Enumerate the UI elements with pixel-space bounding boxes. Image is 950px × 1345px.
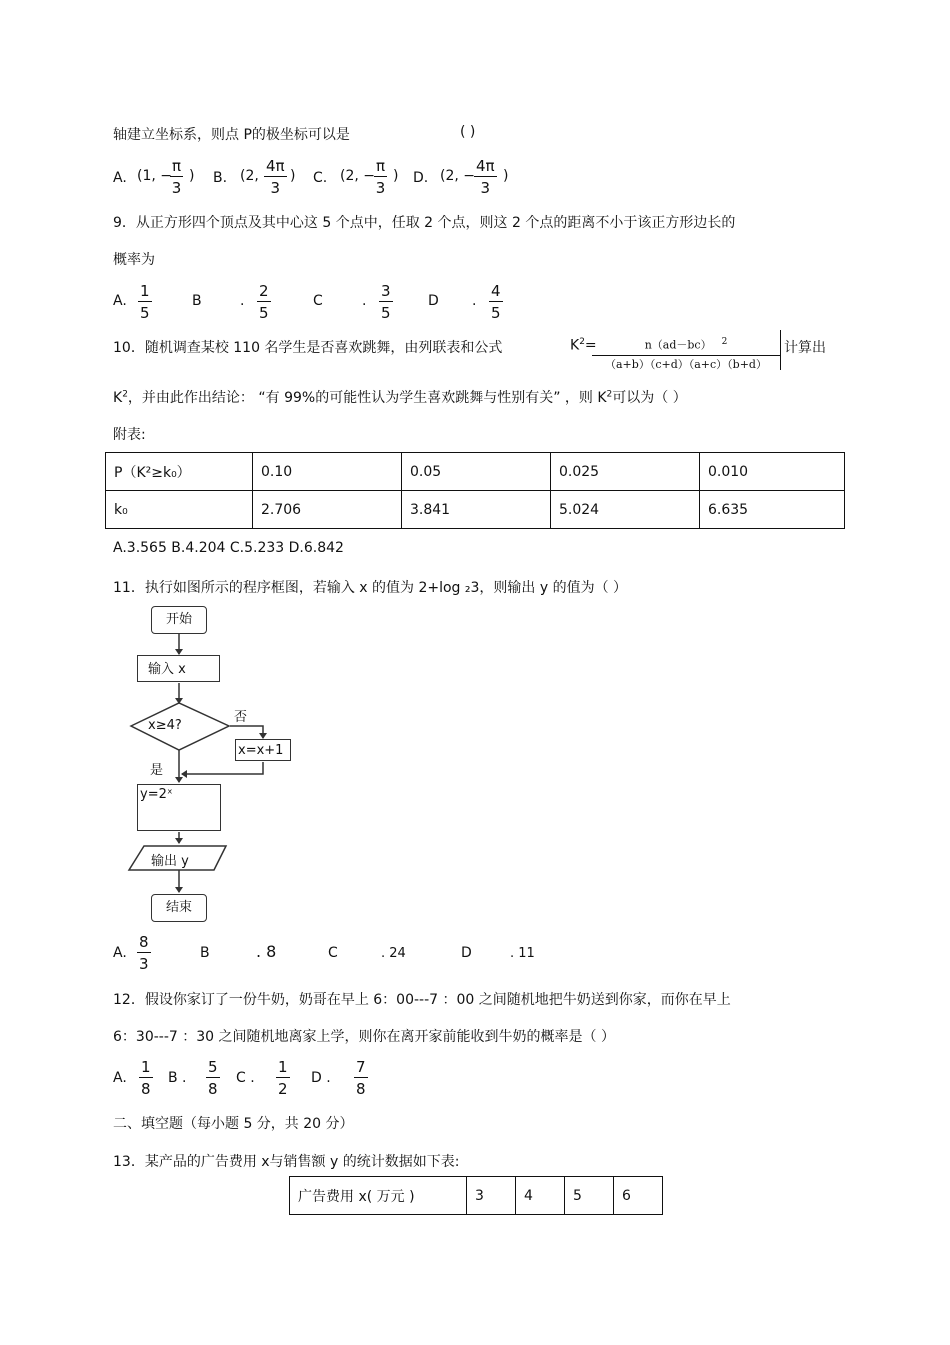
- q9-b-frac: $\frac{2}{5}$: [259, 282, 269, 322]
- q9-a-frac: $\frac{1}{5}$: [140, 282, 150, 322]
- q13-line1: 13．某产品的广告费用 x与销售额 y 的统计数据如下表:: [113, 1154, 460, 1170]
- q8-a-frac: $\frac{\pi}{3}$: [171, 157, 182, 197]
- q12-line2: 6：30---7 ：30 之间随机地离家上学，则你在离开家前能收到牛奶的概率是（ ）: [113, 1029, 615, 1045]
- section-title: 二、填空题（每小题 5 分，共 20 分）: [113, 1116, 354, 1132]
- table-row: 广告费用 x( 万元 ) 3 4 5 6: [290, 1177, 663, 1215]
- q9-d-frac: $\frac{4}{5}$: [491, 282, 501, 322]
- flow-inc: x=x+1: [235, 739, 291, 761]
- q8-text: 轴建立坐标系，则点 P的极坐标可以是: [113, 127, 350, 143]
- flow-end: 结束: [151, 894, 207, 922]
- q13-table: [289, 1176, 663, 1215]
- q8-d-label: D.: [413, 170, 429, 186]
- q8-c-label: C.: [313, 170, 328, 186]
- q8-c-frac: $\frac{\pi}{3}$: [375, 157, 386, 197]
- q8-a-label: A.: [113, 170, 127, 186]
- flow-yes: 是: [150, 763, 164, 778]
- q10-k2: $K^2=$: [570, 337, 597, 354]
- q10-formula: n（ad－bc） $^2$ （a+b）（c+d）（a+c）（b+d）: [592, 333, 780, 374]
- flow-output: 输出 y: [151, 854, 189, 869]
- q12-d-frac: $\frac{7}{8}$: [356, 1058, 366, 1098]
- flow-assign: y=2ˣ: [137, 784, 221, 831]
- table-row: P（K²≥k₀） 0.10 0.05 0.025 0.010: [106, 453, 845, 491]
- q9-line2: 概率为: [113, 252, 155, 268]
- q8-a-open: (1, −: [137, 168, 172, 184]
- flow-start: 开始: [151, 606, 207, 634]
- q8-d-frac: $\frac{4\pi}{3}$: [476, 157, 495, 197]
- q12-line1: 12．假设你家订了一份牛奶，奶哥在早上 6：00---7 ：00 之间随机地把牛奶送到你家，而你在早上: [113, 992, 731, 1008]
- q10-line2: $K^2$，并由此作出结论： “有 99%的可能性认为学生喜欢跳舞与性别有关” ，则 $K^2$可以为（ ）: [113, 389, 687, 406]
- q8-paren: ( ): [460, 124, 476, 140]
- q10-options: A.3.565 B.4.204 C.5.233 D.6.842: [113, 540, 344, 556]
- q12-a-frac: $\frac{1}{8}$: [141, 1058, 151, 1098]
- q8-b-label: B.: [213, 170, 228, 186]
- q10-line1-end: 计算出: [784, 340, 826, 356]
- q10-table-title: 附表:: [113, 427, 146, 443]
- flow-no: 否: [234, 710, 248, 725]
- q11-line1: 11．执行如图所示的程序框图，若输入 x 的值为 2+log ₂3，则输出 y 的值为（ ）: [113, 580, 628, 596]
- q9-line1: 9．从正方形四个顶点及其中心这 5 个点中，任取 2 个点，则这 2 个点的距离不小于该正方形边长的: [113, 215, 736, 231]
- q10-line1: 10．随机调查某校 110 名学生是否喜欢跳舞，由列联表和公式: [113, 340, 503, 356]
- flow-input: 输入 x: [137, 655, 220, 682]
- flow-cond: x≥4?: [148, 718, 182, 733]
- q8-b-frac: $\frac{4\pi}{3}$: [266, 157, 285, 197]
- q12-c-frac: $\frac{1}{2}$: [278, 1058, 288, 1098]
- q9-c-frac: $\frac{3}{5}$: [381, 282, 391, 322]
- table-row: k₀ 2.706 3.841 5.024 6.635: [106, 491, 845, 529]
- q12-b-frac: $\frac{5}{8}$: [208, 1058, 218, 1098]
- q11-a-frac: $\frac{8}{3}$: [139, 933, 149, 973]
